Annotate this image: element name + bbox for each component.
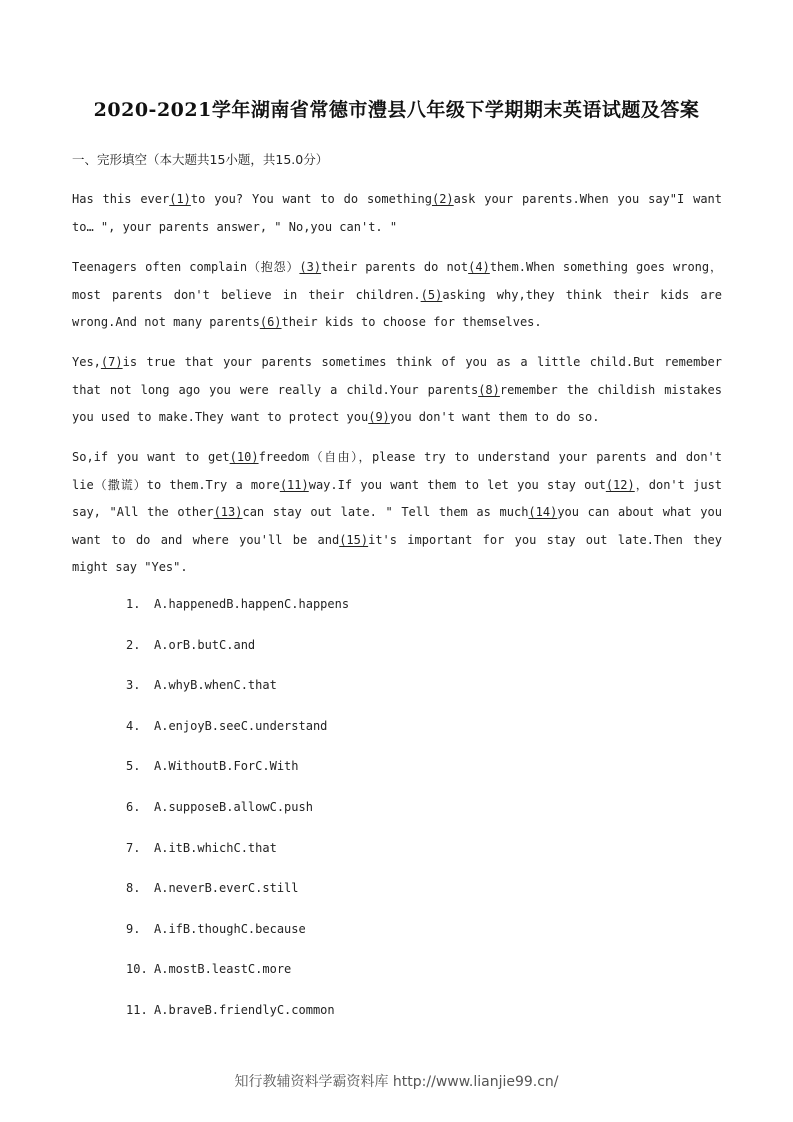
blank-marker: (12) xyxy=(605,477,635,492)
option-number: 3. xyxy=(126,678,141,693)
passage-text: can stay out late. " Tell them as much xyxy=(242,505,529,519)
blank-marker: (13) xyxy=(213,505,243,519)
passage-text: Teenagers often complain（抱怨） xyxy=(72,260,300,274)
option-number: 4. xyxy=(126,718,141,733)
option-item xyxy=(126,962,349,1003)
option-number: 9. xyxy=(126,921,141,936)
blank-marker: (1) xyxy=(169,192,191,206)
option-choices: A.ifB.thoughC.because xyxy=(154,921,306,936)
passage-text: you can about what you want to do and where you'll be and xyxy=(72,505,722,547)
option-number: 8. xyxy=(126,881,141,896)
option-item xyxy=(126,841,349,882)
option-choices: A.mostB.leastC.more xyxy=(154,962,292,977)
passage-text: asking why,they think their kids are wrong.And not many parents xyxy=(72,287,722,329)
passage-text: their kids to choose for themselves. xyxy=(281,315,542,329)
blank-marker: (2) xyxy=(431,192,454,206)
passage-text: ask your parents.When you say"I want to… ", your parents answer, " No,you can't. " xyxy=(72,192,722,234)
blank-marker: (3) xyxy=(299,260,322,274)
passage-text: Has this ever xyxy=(72,192,170,206)
passage-text: is true that your parents sometimes think of you as a little child.But remember that not long ago you were really a child.Your parents xyxy=(72,355,722,397)
option-item xyxy=(126,922,349,963)
passage-text: way.If you want them to let you stay out xyxy=(308,477,606,492)
passage-text: remember the childish mistakes you used to make.They want to protect you xyxy=(72,382,722,424)
passage-paragraph-4 xyxy=(72,444,722,582)
option-item xyxy=(126,1003,349,1044)
blank-marker: (15) xyxy=(339,532,369,547)
option-choices: A.WithoutB.ForC.With xyxy=(154,759,299,774)
passage-text: you don't want them to do so. xyxy=(389,410,600,424)
passage-text: freedom（自由），please try to understand your parents and don't lie（撒谎）to them.Try a more xyxy=(72,450,722,492)
blank-marker: (14) xyxy=(528,505,558,519)
section-heading: 一、完形填空（本大题共15小题，共15.0分） xyxy=(72,152,329,167)
option-item xyxy=(126,678,349,719)
passage-paragraph-1 xyxy=(72,186,722,241)
passage-text: to you? You want to do something xyxy=(190,192,432,206)
option-choices: A.itB.whichC.that xyxy=(154,840,277,855)
option-number: 10. xyxy=(126,962,148,977)
option-number: 7. xyxy=(126,840,141,855)
option-choices: A.neverB.everC.still xyxy=(154,881,299,896)
blank-marker: (4) xyxy=(468,260,490,274)
option-choices: A.braveB.friendlyC.common xyxy=(154,1002,335,1017)
option-choices: A.happenedB.happenC.happens xyxy=(154,597,350,611)
option-item xyxy=(126,759,349,800)
passage-text: Yes, xyxy=(72,355,101,369)
options-list xyxy=(126,597,349,1044)
option-number: 2. xyxy=(126,637,141,652)
option-number: 5. xyxy=(126,759,141,774)
option-number: 1. xyxy=(126,597,141,611)
passage-text: it's important for you stay out late.Then they might say "Yes". xyxy=(72,532,722,574)
passage-paragraph-2 xyxy=(72,254,722,337)
option-number: 11. xyxy=(126,1002,148,1017)
passage-text: ，don't just say, "All the other xyxy=(72,477,723,519)
passage-text: their parents do not xyxy=(321,260,469,274)
page-title: 2020-2021学年湖南省常德市澧县八年级下学期期末英语试题及答案 xyxy=(93,99,700,121)
option-choices: A.orB.butC.and xyxy=(154,637,256,652)
option-item xyxy=(126,800,349,841)
option-item xyxy=(126,597,349,638)
footer-watermark: 知行教辅资料学霸资料库 http://www.lianjie99.cn/ xyxy=(234,1074,559,1090)
blank-marker: (10) xyxy=(229,450,259,464)
option-item xyxy=(126,881,349,922)
option-number: 6. xyxy=(126,799,141,814)
option-choices: A.enjoyB.seeC.understand xyxy=(154,718,328,733)
option-choices: A.supposeB.allowC.push xyxy=(154,799,313,814)
blank-marker: (11) xyxy=(279,477,309,492)
option-item xyxy=(126,638,349,679)
passage-text: So,if you want to get xyxy=(72,450,230,464)
passage-text: them.When something goes wrong，most parents don't believe in their children. xyxy=(72,260,722,302)
passage-paragraph-3 xyxy=(72,349,722,432)
blank-marker: (5) xyxy=(420,287,443,302)
blank-marker: (8) xyxy=(478,382,500,397)
blank-marker: (7) xyxy=(100,355,123,369)
blank-marker: (9) xyxy=(368,410,390,424)
blank-marker: (6) xyxy=(259,315,282,329)
option-item xyxy=(126,719,349,760)
option-choices: A.whyB.whenC.that xyxy=(154,678,277,693)
